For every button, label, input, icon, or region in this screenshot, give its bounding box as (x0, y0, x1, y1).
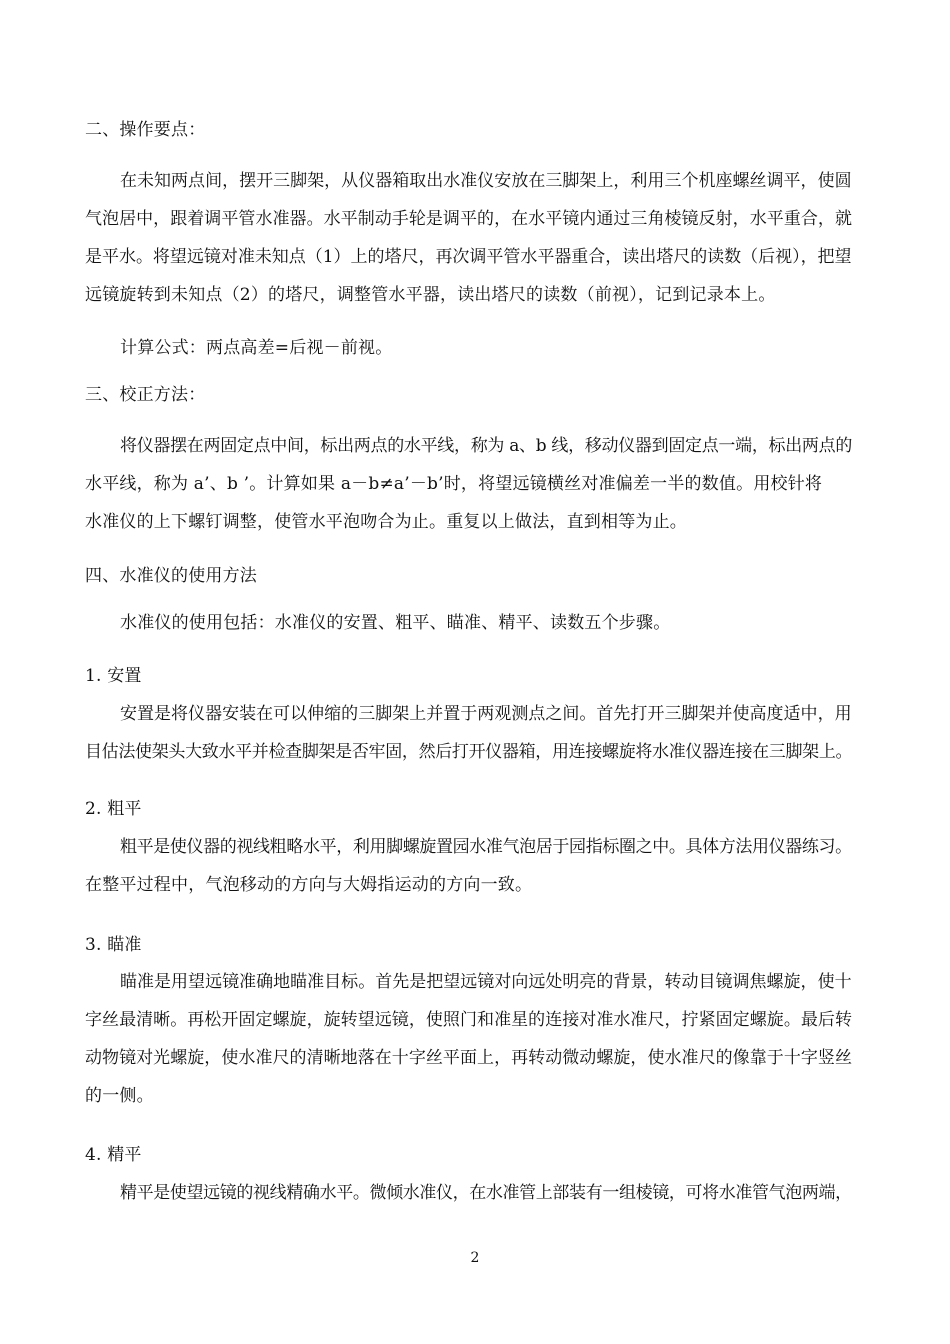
paragraph-line: 安置是将仪器安装在可以伸缩的三脚架上并置于两观测点之间。首先打开三脚架并使高度适中，用 (120, 704, 852, 724)
paragraph-line: 在未知两点间，摆开三脚架，从仪器箱取出水准仪安放在三脚架上，利用三个机座螺丝调平，使圆 (120, 171, 852, 191)
step-title: 3. 瞄准 (85, 935, 142, 955)
page-number: 2 (470, 1250, 480, 1266)
paragraph-line: 目估法使架头大致水平并检查脚架是否牢固，然后打开仪器箱，用连接螺旋将水准仪器连接在三脚架上。 (85, 742, 853, 762)
step-title: 4. 精平 (85, 1145, 142, 1165)
step-title: 2. 粗平 (85, 799, 142, 819)
paragraph-line: 水准仪的上下螺钉调整，使管水平泡吻合为止。重复以上做法，直到相等为止。 (85, 512, 687, 532)
formula-line: 计算公式：两点高差=后视－前视。 (120, 338, 393, 358)
paragraph-line: 的一侧。 (85, 1086, 154, 1106)
paragraph-line: 水平线，称为 a’、b ’。计算如果 a－b≠a’－b’时，将望远镜横丝对准偏差一半的数值。用校针将 (85, 474, 823, 494)
paragraph-line: 动物镜对光螺旋，使水准尺的清晰地落在十字丝平面上，再转动微动螺旋，使水准尺的像靠于十字竖丝 (85, 1048, 852, 1068)
section-heading-usage: 四、水准仪的使用方法 (85, 566, 257, 586)
paragraph-line: 远镜旋转到未知点（2）的塔尺，调整管水平器，读出塔尺的读数（前视），记到记录本上。 (85, 285, 776, 305)
paragraph-line: 瞄准是用望远镜准确地瞄准目标。首先是把望远镜对向远处明亮的背景，转动目镜调焦螺旋，使十 (120, 972, 852, 992)
paragraph-line: 粗平是使仪器的视线粗略水平，利用脚螺旋置园水准气泡居于园指标圈之中。具体方法用仪器练习。 (120, 837, 852, 857)
paragraph-line: 字丝最清晰。再松开固定螺旋，旋转望远镜，使照门和准星的连接对准水准尺，拧紧固定螺旋。最后转 (85, 1010, 852, 1030)
paragraph-line: 气泡居中，跟着调平管水准器。水平制动手轮是调平的，在水平镜内通过三角棱镜反射，水平重合，就 (85, 209, 852, 229)
paragraph-line: 精平是使望远镜的视线精确水平。微倾水准仪，在水准管上部装有一组棱镜，可将水准管气泡两端， (120, 1183, 852, 1203)
paragraph-line: 水准仪的使用包括：水准仪的安置、粗平、瞄准、精平、读数五个步骤。 (120, 613, 671, 633)
section-heading-operation: 二、操作要点： (85, 120, 206, 140)
paragraph-line: 是平水。将望远镜对准未知点（1）上的塔尺，再次调平管水平器重合，读出塔尺的读数（后视），把望 (85, 247, 852, 267)
paragraph-line: 将仪器摆在两固定点中间，标出两点的水平线，称为 a、b 线，移动仪器到固定点一端，标出两点的 (120, 436, 853, 456)
step-title: 1. 安置 (85, 666, 142, 686)
paragraph-line: 在整平过程中，气泡移动的方向与大姆指运动的方向一致。 (85, 875, 533, 895)
section-heading-calibration: 三、校正方法： (85, 385, 206, 405)
